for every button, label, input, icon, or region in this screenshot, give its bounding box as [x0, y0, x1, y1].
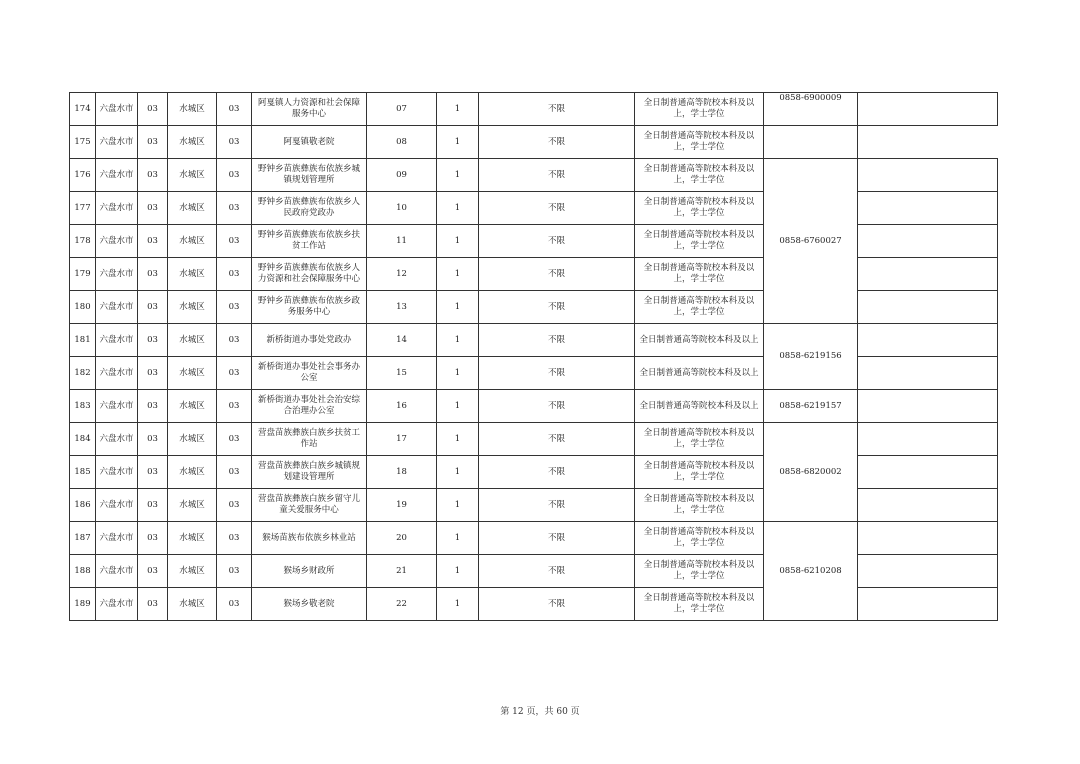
- cell-city: 六盘水市: [96, 324, 138, 357]
- cell-post-code: 11: [367, 225, 437, 258]
- cell-count: 1: [437, 522, 479, 555]
- table-row: [70, 489, 998, 522]
- cell-remarks: [858, 225, 998, 258]
- cell-count: 1: [437, 192, 479, 225]
- table-row: [70, 126, 998, 159]
- cell-education: 全日制普通高等院校本科及以上，学士学位: [635, 258, 764, 291]
- cell-city-code: 03: [138, 522, 168, 555]
- table-row: [70, 522, 998, 555]
- cell-remarks: [764, 126, 858, 159]
- cell-no: 184: [70, 423, 96, 456]
- cell-city: 六盘水市: [96, 423, 138, 456]
- cell-post-code: 22: [367, 588, 437, 621]
- cell-major: 不限: [479, 258, 635, 291]
- cell-county: 水城区: [168, 456, 217, 489]
- cell-phone: 0858-6219156: [764, 324, 858, 390]
- cell-city-code: 03: [138, 423, 168, 456]
- cell-unit: 野钟乡苗族彝族布依族乡人民政府党政办: [252, 192, 367, 225]
- cell-count: 1: [437, 390, 479, 423]
- cell-county: 水城区: [168, 522, 217, 555]
- cell-major: 不限: [479, 159, 635, 192]
- cell-post-code: 21: [367, 555, 437, 588]
- cell-remarks: [858, 489, 998, 522]
- cell-post-code: 10: [367, 192, 437, 225]
- cell-remarks: [858, 93, 998, 126]
- cell-no: 186: [70, 489, 96, 522]
- cell-city: 六盘水市: [96, 126, 138, 159]
- recruitment-table: [69, 92, 998, 621]
- cell-no: 188: [70, 555, 96, 588]
- cell-education: 全日制普通高等院校本科及以上，学士学位: [635, 291, 764, 324]
- cell-no: 189: [70, 588, 96, 621]
- cell-county-code: 03: [217, 291, 252, 324]
- cell-no: 183: [70, 390, 96, 423]
- cell-county: 水城区: [168, 555, 217, 588]
- cell-city-code: 03: [138, 357, 168, 390]
- cell-count: 1: [437, 126, 479, 159]
- cell-remarks: [858, 324, 998, 357]
- cell-major: 不限: [479, 489, 635, 522]
- cell-major: 不限: [479, 225, 635, 258]
- cell-city-code: 03: [138, 324, 168, 357]
- cell-major: 不限: [479, 291, 635, 324]
- cell-county-code: 03: [217, 258, 252, 291]
- cell-remarks: [858, 456, 998, 489]
- cell-education: 全日制普通高等院校本科及以上，学士学位: [635, 489, 764, 522]
- cell-count: 1: [437, 324, 479, 357]
- cell-county: 水城区: [168, 324, 217, 357]
- cell-city-code: 03: [138, 291, 168, 324]
- table-row: [70, 159, 998, 192]
- cell-county-code: 03: [217, 225, 252, 258]
- cell-major: 不限: [479, 390, 635, 423]
- table-row: [70, 324, 998, 357]
- cell-unit: 营盘苗族彝族白族乡留守儿童关爱服务中心: [252, 489, 367, 522]
- cell-unit: 野钟乡苗族彝族布依族乡人力资源和社会保障服务中心: [252, 258, 367, 291]
- cell-education: 全日制普通高等院校本科及以上，学士学位: [635, 192, 764, 225]
- cell-count: 1: [437, 357, 479, 390]
- cell-unit: 新桥街道办事处社会治安综合治理办公室: [252, 390, 367, 423]
- cell-city-code: 03: [138, 225, 168, 258]
- cell-education: 全日制普通高等院校本科及以上，学士学位: [635, 522, 764, 555]
- cell-phone: 0858-6219157: [764, 390, 858, 423]
- cell-no: 176: [70, 159, 96, 192]
- cell-education: 全日制普通高等院校本科及以上，学士学位: [635, 159, 764, 192]
- table-row: [70, 555, 998, 588]
- cell-no: 175: [70, 126, 96, 159]
- cell-county-code: 03: [217, 423, 252, 456]
- cell-remarks: [858, 357, 998, 390]
- cell-unit: 猴场乡财政所: [252, 555, 367, 588]
- cell-county-code: 03: [217, 555, 252, 588]
- cell-county: 水城区: [168, 159, 217, 192]
- cell-city: 六盘水市: [96, 555, 138, 588]
- cell-no: 174: [70, 93, 96, 126]
- cell-county: 水城区: [168, 126, 217, 159]
- cell-education: 全日制普通高等院校本科及以上，学士学位: [635, 456, 764, 489]
- cell-county-code: 03: [217, 126, 252, 159]
- cell-education: 全日制普通高等院校本科及以上: [635, 357, 764, 390]
- cell-city: 六盘水市: [96, 192, 138, 225]
- cell-post-code: 18: [367, 456, 437, 489]
- cell-county: 水城区: [168, 357, 217, 390]
- cell-count: 1: [437, 93, 479, 126]
- cell-major: 不限: [479, 555, 635, 588]
- cell-major: 不限: [479, 126, 635, 159]
- cell-count: 1: [437, 456, 479, 489]
- cell-no: 180: [70, 291, 96, 324]
- cell-county-code: 03: [217, 93, 252, 126]
- cell-remarks: [858, 159, 998, 192]
- cell-county: 水城区: [168, 390, 217, 423]
- cell-unit: 野钟乡苗族彝族布依族乡扶贫工作站: [252, 225, 367, 258]
- cell-post-code: 07: [367, 93, 437, 126]
- cell-county-code: 03: [217, 588, 252, 621]
- cell-unit: 营盘苗族彝族白族乡扶贫工作站: [252, 423, 367, 456]
- cell-post-code: 17: [367, 423, 437, 456]
- cell-county: 水城区: [168, 225, 217, 258]
- cell-city-code: 03: [138, 456, 168, 489]
- cell-city-code: 03: [138, 555, 168, 588]
- table-row: [70, 390, 998, 423]
- cell-remarks: [858, 555, 998, 588]
- cell-unit: 新桥街道办事处社会事务办公室: [252, 357, 367, 390]
- cell-county: 水城区: [168, 489, 217, 522]
- cell-remarks: [858, 588, 998, 621]
- cell-city: 六盘水市: [96, 258, 138, 291]
- cell-post-code: 09: [367, 159, 437, 192]
- cell-remarks: [858, 423, 998, 456]
- cell-no: 187: [70, 522, 96, 555]
- cell-no: 178: [70, 225, 96, 258]
- table-row: [70, 258, 998, 291]
- cell-county-code: 03: [217, 489, 252, 522]
- cell-remarks: [858, 522, 998, 555]
- cell-count: 1: [437, 291, 479, 324]
- cell-phone: 0858-6900009: [764, 93, 858, 126]
- cell-phone: 0858-6210208: [764, 522, 858, 621]
- cell-remarks: [858, 258, 998, 291]
- cell-city-code: 03: [138, 192, 168, 225]
- page-footer: 第 12 页，共 60 页: [500, 707, 580, 717]
- cell-city: 六盘水市: [96, 456, 138, 489]
- cell-education: 全日制普通高等院校本科及以上，学士学位: [635, 423, 764, 456]
- cell-unit: 猴场苗族布依族乡林业站: [252, 522, 367, 555]
- cell-city: 六盘水市: [96, 291, 138, 324]
- table-row: [70, 588, 998, 621]
- cell-education: 全日制普通高等院校本科及以上，学士学位: [635, 588, 764, 621]
- cell-education: 全日制普通高等院校本科及以上，学士学位: [635, 555, 764, 588]
- table-row: [70, 456, 998, 489]
- cell-count: 1: [437, 489, 479, 522]
- cell-count: 1: [437, 159, 479, 192]
- cell-county: 水城区: [168, 258, 217, 291]
- cell-county-code: 03: [217, 390, 252, 423]
- cell-remarks: [858, 390, 998, 423]
- cell-county: 水城区: [168, 291, 217, 324]
- cell-no: 179: [70, 258, 96, 291]
- cell-count: 1: [437, 555, 479, 588]
- cell-major: 不限: [479, 588, 635, 621]
- cell-unit: 阿戛镇人力资源和社会保障服务中心: [252, 93, 367, 126]
- cell-unit: 野钟乡苗族彝族布依族乡政务服务中心: [252, 291, 367, 324]
- cell-unit: 野钟乡苗族彝族布依族乡城镇规划管理所: [252, 159, 367, 192]
- cell-county-code: 03: [217, 522, 252, 555]
- cell-count: 1: [437, 225, 479, 258]
- cell-major: 不限: [479, 456, 635, 489]
- cell-post-code: 19: [367, 489, 437, 522]
- cell-county-code: 03: [217, 192, 252, 225]
- cell-city: 六盘水市: [96, 93, 138, 126]
- cell-unit: 新桥街道办事处党政办: [252, 324, 367, 357]
- cell-no: 177: [70, 192, 96, 225]
- cell-remarks: [858, 192, 998, 225]
- cell-city-code: 03: [138, 126, 168, 159]
- cell-education: 全日制普通高等院校本科及以上: [635, 390, 764, 423]
- cell-county: 水城区: [168, 588, 217, 621]
- cell-post-code: 14: [367, 324, 437, 357]
- cell-post-code: 20: [367, 522, 437, 555]
- cell-count: 1: [437, 588, 479, 621]
- cell-phone: 0858-6820002: [764, 423, 858, 522]
- cell-major: 不限: [479, 192, 635, 225]
- cell-county: 水城区: [168, 423, 217, 456]
- cell-unit: 阿戛镇敬老院: [252, 126, 367, 159]
- cell-city-code: 03: [138, 258, 168, 291]
- cell-city-code: 03: [138, 588, 168, 621]
- cell-post-code: 13: [367, 291, 437, 324]
- cell-count: 1: [437, 258, 479, 291]
- cell-county: 水城区: [168, 192, 217, 225]
- table-row: [70, 423, 998, 456]
- table-row: [70, 291, 998, 324]
- cell-city: 六盘水市: [96, 522, 138, 555]
- cell-city-code: 03: [138, 390, 168, 423]
- cell-city-code: 03: [138, 159, 168, 192]
- cell-county-code: 03: [217, 357, 252, 390]
- cell-major: 不限: [479, 93, 635, 126]
- table-row: [70, 192, 998, 225]
- cell-post-code: 12: [367, 258, 437, 291]
- cell-county-code: 03: [217, 159, 252, 192]
- cell-education: 全日制普通高等院校本科及以上，学士学位: [635, 126, 764, 159]
- cell-no: 182: [70, 357, 96, 390]
- cell-city: 六盘水市: [96, 489, 138, 522]
- cell-city: 六盘水市: [96, 588, 138, 621]
- cell-post-code: 08: [367, 126, 437, 159]
- cell-city: 六盘水市: [96, 390, 138, 423]
- cell-city: 六盘水市: [96, 225, 138, 258]
- table-row: [70, 225, 998, 258]
- cell-county: 水城区: [168, 93, 217, 126]
- table-row: [70, 357, 998, 390]
- cell-city-code: 03: [138, 93, 168, 126]
- cell-education: 全日制普通高等院校本科及以上，学士学位: [635, 93, 764, 126]
- table-row: [70, 93, 998, 126]
- cell-education: 全日制普通高等院校本科及以上: [635, 324, 764, 357]
- cell-unit: 猴场乡敬老院: [252, 588, 367, 621]
- cell-phone: 0858-6760027: [764, 159, 858, 324]
- cell-county-code: 03: [217, 324, 252, 357]
- cell-city-code: 03: [138, 489, 168, 522]
- cell-major: 不限: [479, 423, 635, 456]
- cell-major: 不限: [479, 357, 635, 390]
- cell-no: 185: [70, 456, 96, 489]
- cell-county-code: 03: [217, 456, 252, 489]
- cell-major: 不限: [479, 522, 635, 555]
- cell-unit: 营盘苗族彝族白族乡城镇规划建设管理所: [252, 456, 367, 489]
- cell-city: 六盘水市: [96, 159, 138, 192]
- cell-post-code: 15: [367, 357, 437, 390]
- cell-major: 不限: [479, 324, 635, 357]
- cell-remarks: [858, 291, 998, 324]
- cell-education: 全日制普通高等院校本科及以上，学士学位: [635, 225, 764, 258]
- cell-count: 1: [437, 423, 479, 456]
- cell-city: 六盘水市: [96, 357, 138, 390]
- cell-post-code: 16: [367, 390, 437, 423]
- cell-no: 181: [70, 324, 96, 357]
